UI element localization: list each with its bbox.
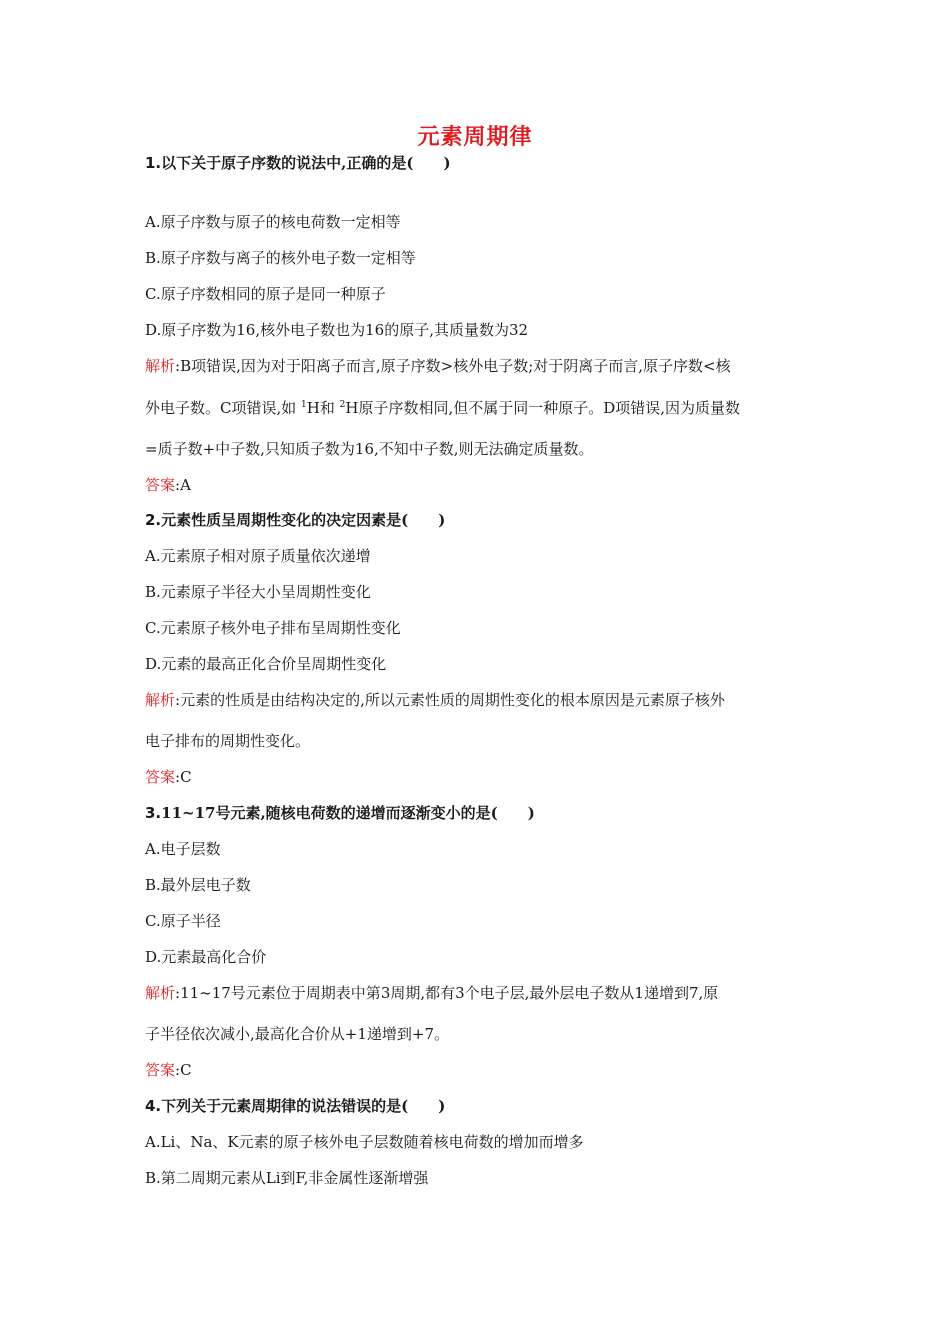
question-stem-text: 元素性质呈周期性变化的决定因素是( ) — [161, 511, 446, 529]
analysis-label: 解析 — [145, 984, 176, 1002]
analysis-text: :11~17号元素位于周期表中第3周期,都有3个电子层,最外层电子数从1递增到7,原 — [175, 984, 719, 1002]
isotope-mass-number: 1 — [301, 400, 307, 410]
question-3-option-b: B.最外层电子数 — [145, 876, 251, 894]
analysis-text: H原子序数相同,但不属于同一种原子。D项错误,因为质量数 — [345, 399, 741, 417]
analysis-text: :元素的性质是由结构决定的,所以元素性质的周期性变化的根本原因是元素原子核外 — [175, 691, 725, 709]
question-stem-text: 下列关于元素周期律的说法错误的是( ) — [161, 1097, 446, 1115]
question-1-analysis-line-3: =质子数+中子数,只知质子数为16,不知中子数,则无法确定质量数。 — [145, 440, 594, 458]
question-2-analysis-line-1 — [145, 690, 725, 710]
analysis-label: 解析 — [145, 357, 176, 375]
question-number: 3. — [145, 804, 162, 822]
question-stem-text: 以下关于原子序数的说法中,正确的是( ) — [161, 154, 451, 172]
question-1-option-c: C.原子序数相同的原子是同一种原子 — [145, 285, 386, 303]
question-4-option-a: A.Li、Na、K元素的原子核外电子层数随着核电荷数的增加而增多 — [145, 1133, 584, 1151]
question-2-option-b: B.元素原子半径大小呈周期性变化 — [145, 583, 371, 601]
question-3-answer — [145, 1060, 192, 1080]
question-1-analysis-line-1 — [145, 356, 731, 376]
question-3-stem — [145, 803, 535, 823]
answer-value: :C — [175, 768, 192, 786]
question-3-option-d: D.元素最高化合价 — [145, 948, 267, 966]
question-1-stem — [145, 153, 451, 173]
question-number: 2. — [145, 511, 162, 529]
question-2-stem — [145, 510, 445, 530]
question-1-option-a: A.原子序数与原子的核电荷数一定相等 — [145, 213, 401, 231]
question-2-option-c: C.元素原子核外电子排布呈周期性变化 — [145, 619, 401, 637]
question-2-option-d: D.元素的最高正化合价呈周期性变化 — [145, 655, 387, 673]
question-2-analysis-line-2: 电子排布的周期性变化。 — [145, 732, 311, 750]
question-3-option-a: A.电子层数 — [145, 840, 221, 858]
question-number: 4. — [145, 1097, 162, 1115]
answer-value: :C — [175, 1061, 192, 1079]
question-1-option-d: D.原子序数为16,核外电子数也为16的原子,其质量数为32 — [145, 321, 529, 339]
question-stem-text: 11~17号元素,随核电荷数的递增而逐渐变小的是( ) — [161, 804, 535, 822]
analysis-text: H和 — [306, 399, 335, 417]
question-number: 1. — [145, 154, 162, 172]
analysis-text: 外电子数。C项错误,如 — [145, 399, 297, 417]
answer-value: :A — [175, 476, 191, 494]
analysis-text: :B项错误,因为对于阳离子而言,原子序数>核外电子数;对于阴离子而言,原子序数<核 — [175, 357, 731, 375]
question-3-analysis-line-1 — [145, 983, 718, 1003]
answer-label: 答案 — [145, 476, 176, 494]
analysis-label: 解析 — [145, 691, 176, 709]
question-3-option-c: C.原子半径 — [145, 912, 221, 930]
answer-label: 答案 — [145, 768, 176, 786]
question-2-answer — [145, 767, 192, 787]
question-1-analysis-line-2 — [145, 398, 740, 418]
answer-label: 答案 — [145, 1061, 176, 1079]
question-3-analysis-line-2: 子半径依次减小,最高化合价从+1递增到+7。 — [145, 1025, 449, 1043]
question-1-option-b: B.原子序数与离子的核外电子数一定相等 — [145, 249, 416, 267]
question-4-stem — [145, 1096, 445, 1116]
isotope-mass-number: 2 — [339, 400, 346, 410]
question-4-option-b: B.第二周期元素从Li到F,非金属性逐渐增强 — [145, 1169, 429, 1187]
document-title: 元素周期律 — [417, 125, 533, 150]
question-2-option-a: A.元素原子相对原子质量依次递增 — [145, 547, 371, 565]
question-1-answer — [145, 475, 191, 495]
